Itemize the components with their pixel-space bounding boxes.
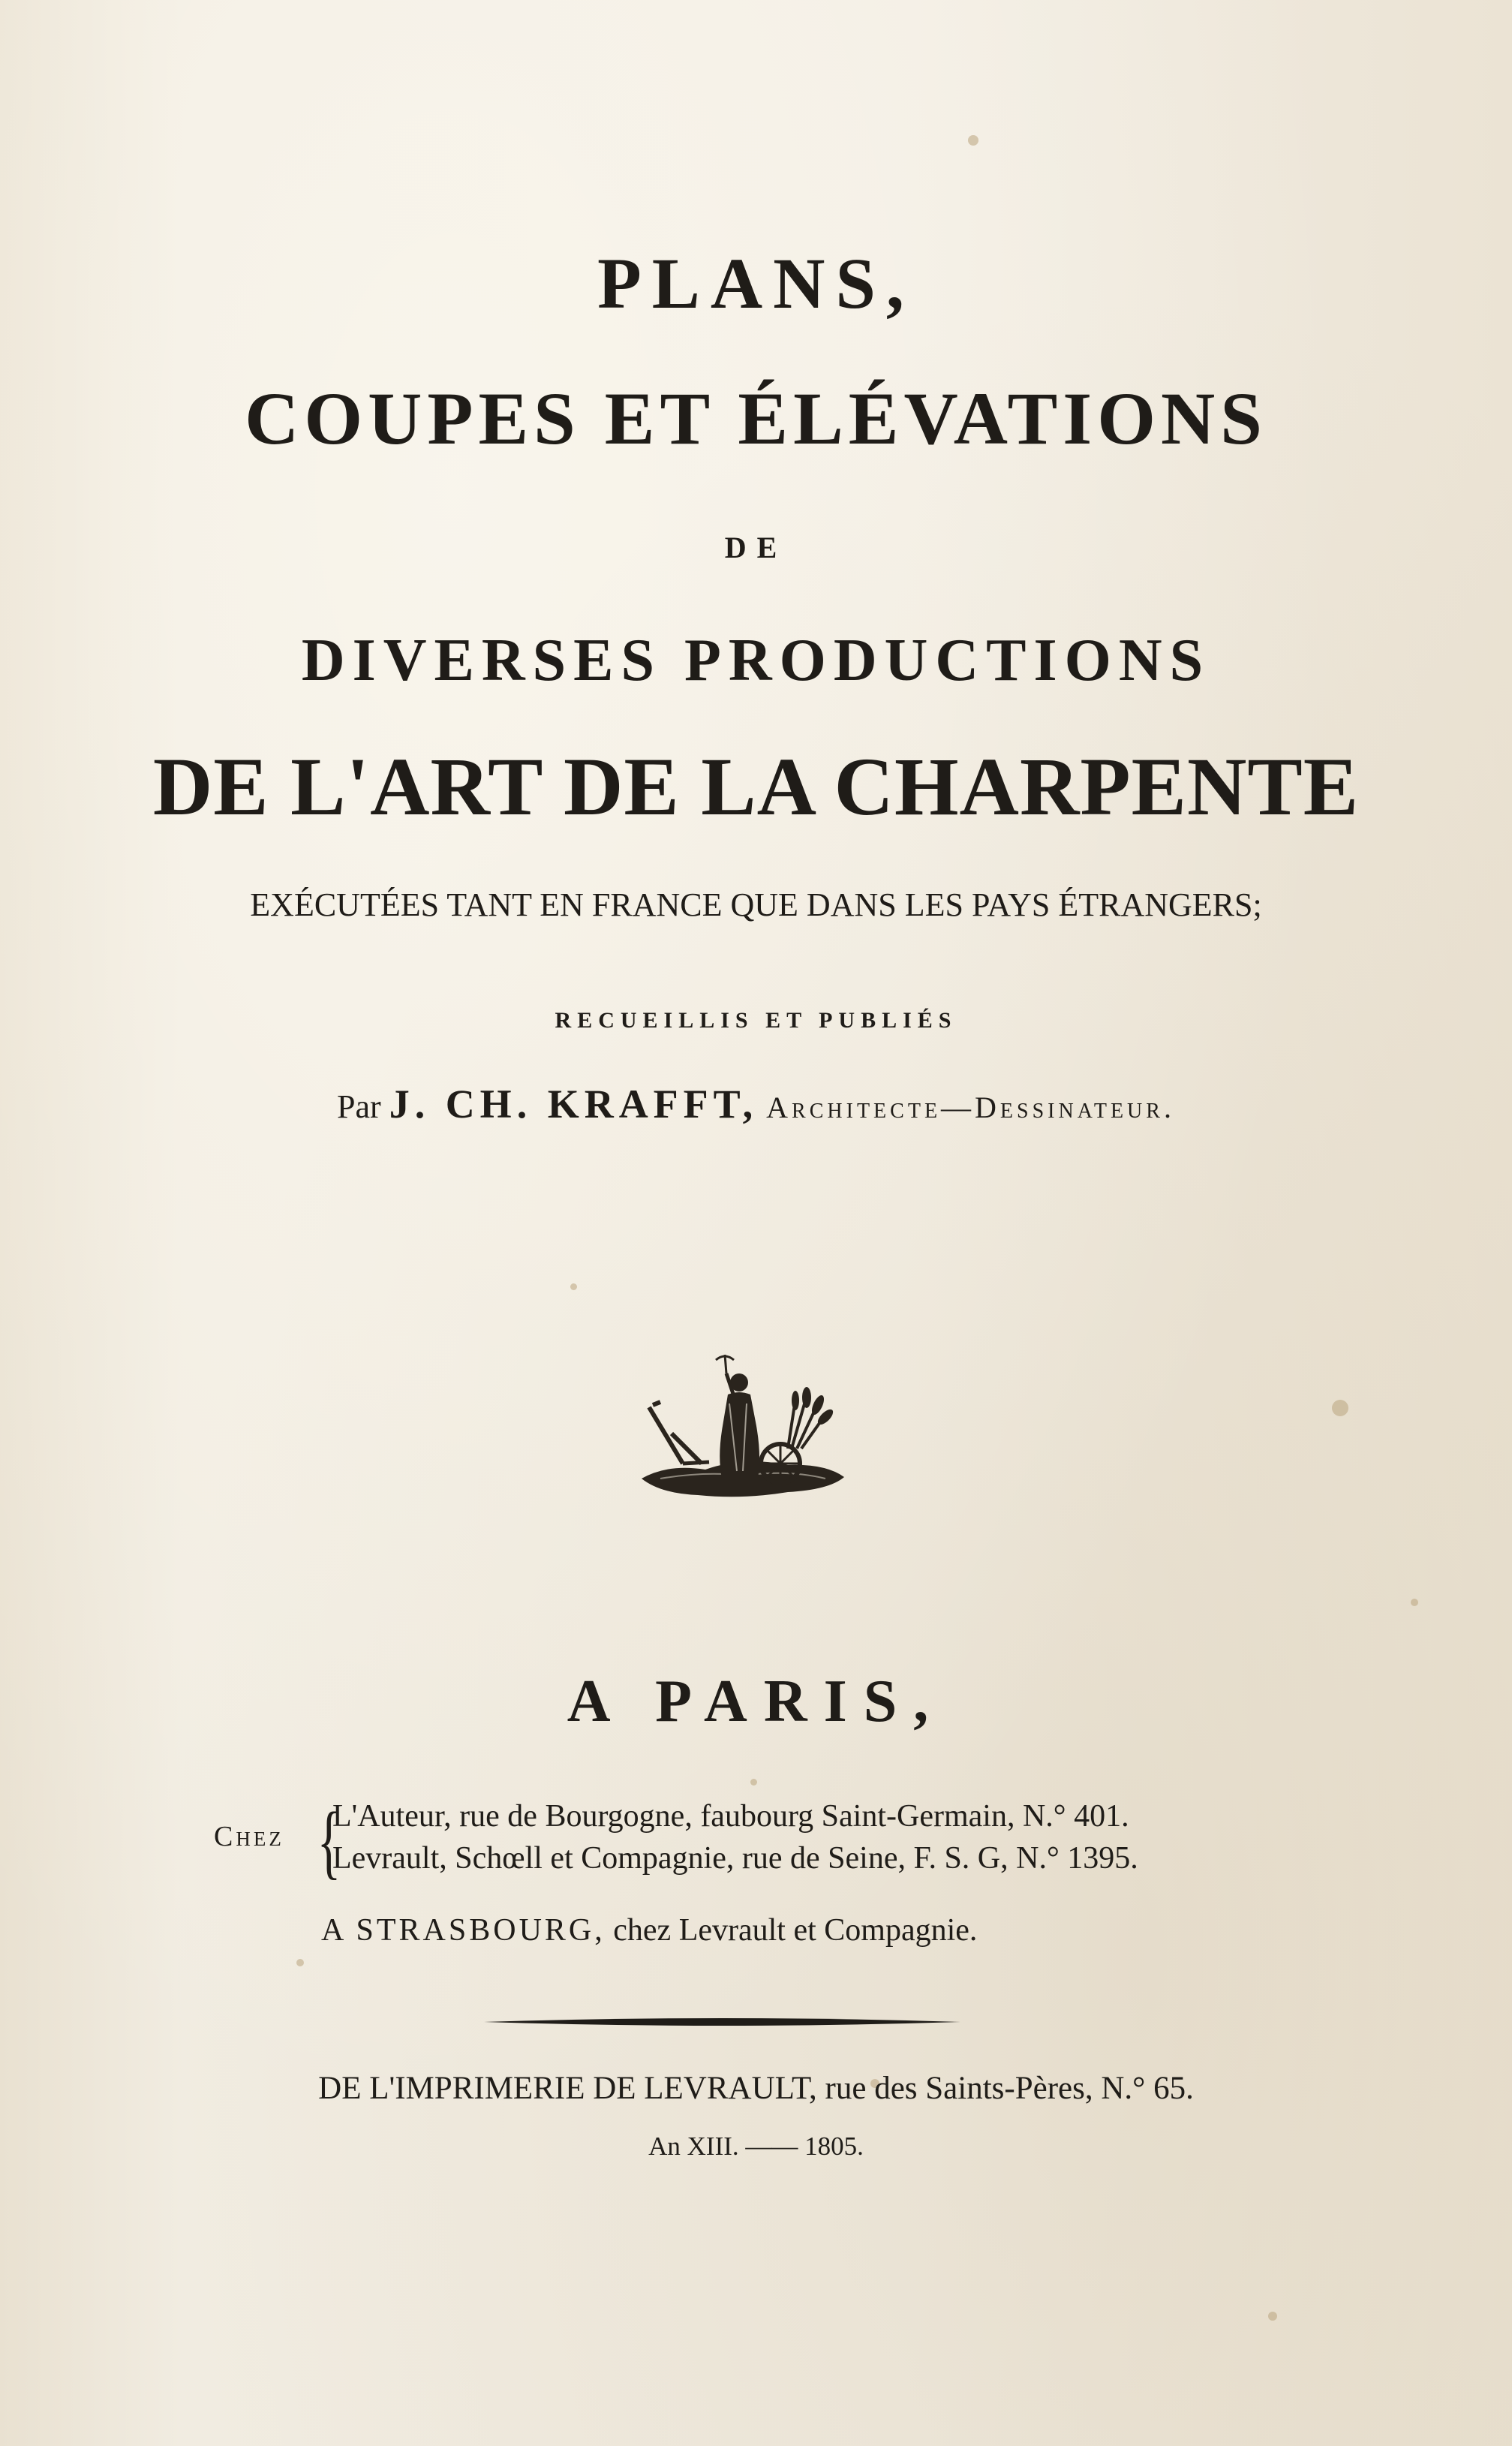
author-name: J. CH. KRAFFT, — [389, 1082, 759, 1127]
foxing-spot — [1332, 1400, 1348, 1416]
strasbourg-city: A STRASBOURG, — [321, 1913, 606, 1948]
title-line-de: DE — [724, 531, 788, 564]
subtitle-executees: EXÉCUTÉES TANT EN FRANCE QUE DANS LES PAYS ÉTRANGERS; — [250, 886, 1262, 923]
recueillis-line: RECUEILLIS ET PUBLIÉS — [555, 1008, 957, 1033]
foxing-spot — [968, 135, 978, 146]
swelled-rule-divider — [484, 2016, 960, 2028]
title-line-coupes: COUPES ET ÉLÉVATIONS — [245, 377, 1267, 460]
title-line-plans: PLANS, — [597, 243, 915, 323]
place-paris: A PARIS, — [567, 1668, 945, 1734]
foxing-spot — [296, 1959, 304, 1966]
author-par: Par — [337, 1088, 381, 1125]
foxing-spot — [570, 1283, 577, 1290]
allegorical-figure-vignette-icon — [638, 1351, 848, 1510]
seller-address-auteur: L'Auteur, rue de Bourgogne, faubourg Saint-Germain, N.° 401. — [332, 1799, 1129, 1834]
strasbourg-seller: chez Levrault et Compagnie. — [613, 1913, 978, 1948]
author-title: Architecte—Dessinateur. — [766, 1091, 1175, 1124]
title-line-diverses: DIVERSES PRODUCTIONS — [301, 627, 1211, 693]
author-line — [0, 1081, 1512, 1127]
foxing-spot — [750, 1779, 757, 1786]
title-line-art-charpente: DE L'ART DE LA CHARPENTE — [152, 741, 1360, 832]
printer-imprint: DE L'IMPRIMERIE DE LEVRAULT, rue des Saints-Pères, N.° 65. — [318, 2071, 1194, 2106]
publication-date: An XIII. —— 1805. — [648, 2132, 864, 2161]
strasbourg-line — [321, 1912, 977, 1948]
foxing-spot — [1411, 1599, 1418, 1606]
seller-address-levrault: Levrault, Schœll et Compagnie, rue de Seine, F. S. G, N.° 1395. — [332, 1841, 1138, 1876]
chez-label: Chez — [214, 1821, 284, 1852]
foxing-spot — [1268, 2312, 1277, 2321]
brace-glyph: { — [317, 1795, 341, 1887]
